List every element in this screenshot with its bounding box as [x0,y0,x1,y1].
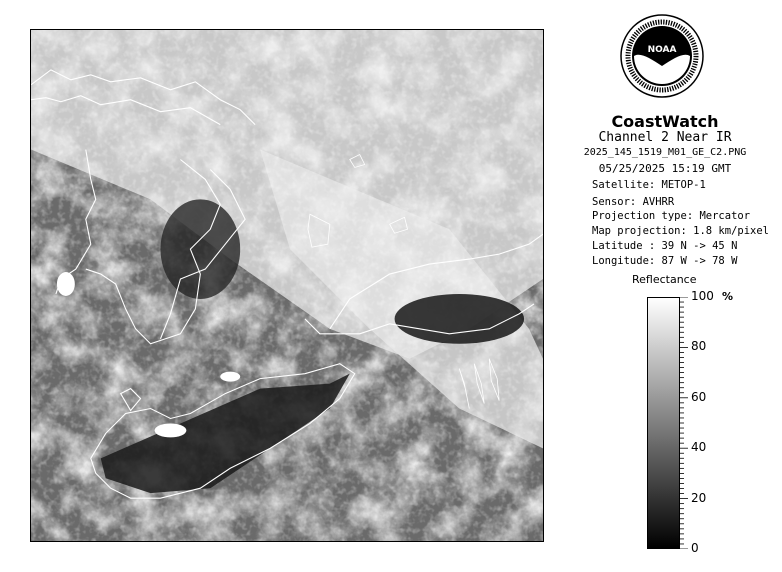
colorbar-tick-label: 100 [691,289,714,303]
colorbar-tick-label: 60 [691,389,707,404]
colorbar-ticks [680,297,688,549]
channel-name: Channel 2 Near IR [598,130,732,145]
info-sensor: Sensor: AVHRR [592,196,675,208]
info-satellite: Satellite: METOP-1 [592,179,706,191]
scale-unit: % [722,290,734,303]
lake-ontario-water [395,294,524,344]
file-name: 2025_145_1519_M01_GE_C2.PNG [583,147,747,158]
info-longitude: Longitude: 87 W -> 78 W [592,255,738,267]
info-latitude: Latitude : 39 N -> 45 N [592,240,738,252]
clear-area-michigan [160,199,240,299]
info-projection-type: Projection type: Mercator [592,210,751,222]
colorbar-tick-label: 80 [691,339,707,354]
bright-patch-shore [220,372,240,382]
acquisition-datetime: 05/25/2025 15:19 GMT [598,162,732,175]
noaa-logo [620,14,704,98]
scale-title: Reflectance [632,273,697,286]
bright-patch-wi [57,272,75,296]
logo-text: NOAA [647,45,677,55]
product-title: CoastWatch [611,112,719,131]
reflectance-colorbar [647,297,680,549]
satellite-image [30,29,544,542]
colorbar-tick-label: 20 [691,490,707,505]
colorbar-tick-label: 40 [691,440,707,455]
info-map-projection: Map projection: 1.8 km/pixel [592,225,770,237]
colorbar-tick-label: 0 [691,541,699,555]
bright-patch-erie [155,423,187,437]
